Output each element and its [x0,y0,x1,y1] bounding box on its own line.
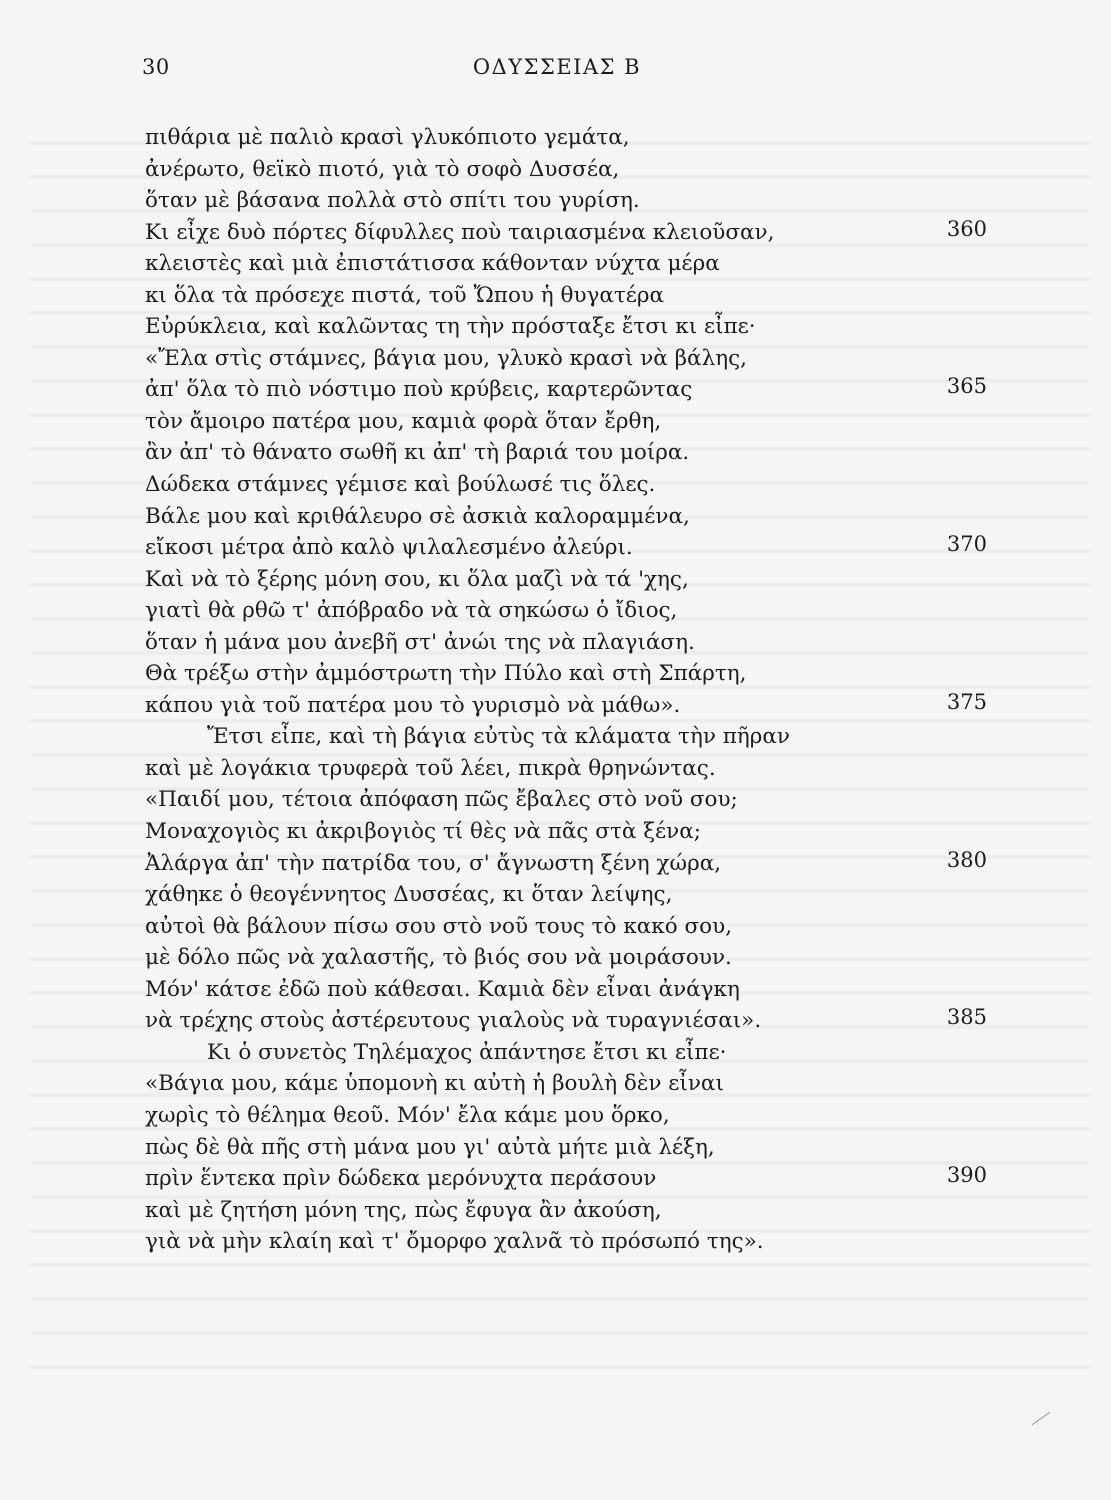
verse-line [145,974,995,1006]
verse-line [145,911,995,943]
verse-line [145,122,995,154]
verse-line [145,311,995,343]
verse-text: Εὐρύκλεια, καὶ καλῶντας τη τὴν πρόσταξε ἔτσι κι εἶπε· [145,314,756,340]
verse-line [145,343,995,375]
verse-text: Δώδεκα στάμνες γέμισε καὶ βούλωσέ τις ὅλες. [145,472,656,498]
line-number: 370 [946,532,987,557]
verse-line [145,154,995,186]
verse-line [145,816,995,848]
verse-line [145,248,995,280]
verse-text: πιθάρια μὲ παλιὸ κρασὶ γλυκόπιοτο γεμάτα, [145,125,630,150]
line-number: 390 [946,1163,987,1188]
verse-text: αὐτοὶ θὰ βάλουν πίσω σου στὸ νοῦ τους τὸ κακό σου, [145,913,733,939]
line-number: 380 [946,847,987,872]
poem-text [145,122,995,1258]
verse-line [145,1068,995,1100]
verse-text: κι ὅλα τὰ πρόσεχε πιστά, τοῦ Ὤπου ἡ θυγατέρα [145,282,665,308]
verse-line [145,532,995,564]
verse-line [145,879,995,911]
verse-text: Κι ὁ συνετὸς Τηλέμαχος ἀπάντησε ἔτσι κι εἶπε· [207,1039,727,1065]
running-title: ΟΔΥΣΣΕΙΑΣ Β [472,55,642,79]
verse-text: ὅταν ἡ μάνα μου ἀνεβῆ στ' ἀνώι της νὰ πλαγιάση. [145,629,695,655]
verse-text: καὶ μὲ ζητήση μόνη της, πὼς ἔφυγα ἂν ἀκούση, [145,1197,662,1223]
verse-text: Κι εἶχε δυὸ πόρτες δίφυλλες ποὺ ταιριασμένα κλειοῦσαν, [145,219,775,245]
verse-line [145,501,995,533]
verse-text: τὸν ἄμοιρο πατέρα μου, καμιὰ φορὰ ὅταν ἔρθη, [145,408,662,434]
verse-text: ἀνέρωτο, θεϊκὸ πιοτό, γιὰ τὸ σοφὸ Δυσσέα, [145,156,620,182]
verse-text: γιατὶ θὰ ρθῶ τ' ἀπόβραδο νὰ τὰ σηκώσω ὁ ἴδιος, [145,598,678,624]
verse-line [145,658,995,690]
verse-text: Θὰ τρέξω στὴν ἀμμόστρωτη τὴν Πύλο καὶ στὴ Σπάρτη, [145,661,747,687]
verse-line [145,1195,995,1227]
verse-line [145,185,995,217]
line-number: 375 [946,689,987,714]
line-number: 385 [946,1005,987,1030]
verse-text: «Παιδί μου, τέτοια ἀπόφαση πῶς ἔβαλες στὸ νοῦ σου; [145,787,738,813]
verse-line [145,753,995,785]
verse-line [145,374,995,406]
verse-line [145,437,995,469]
verse-text: μὲ δόλο πῶς νὰ χαλαστῆς, τὸ βιός σου νὰ μοιράσουν. [145,945,732,971]
verse-text: χωρὶς τὸ θέλημα θεοῦ. Μόν' ἔλα κάμε μου ὅρκο, [145,1102,670,1128]
verse-text: Ἀλάργα ἀπ' τὴν πατρίδα του, σ' ἄγνωστη ξένη χώρα, [145,850,722,876]
verse-text: πὼς δὲ θὰ πῆς στὴ μάνα μου γι' αὐτὰ μήτε μιὰ λέξη, [145,1134,715,1160]
verse-text: Μόν' κάτσε ἐδῶ ποὺ κάθεσαι. Καμιὰ δὲν εἶναι ἀνάγκη [145,976,740,1002]
verse-text: καὶ μὲ λογάκια τρυφερὰ τοῦ λέει, πικρὰ θρηνώντας. [145,755,716,781]
page-header [142,55,972,85]
verse-text: «Βάγια μου, κάμε ὑπομονὴ κι αὐτὴ ἡ βουλὴ δὲν εἶναι [145,1071,724,1097]
verse-line [145,848,995,880]
verse-line [145,1005,995,1037]
verse-text: γιὰ νὰ μὴν κλαίη καὶ τ' ὄμορφο χαλνᾶ τὸ πρόσωπό της». [145,1229,764,1255]
verse-text: ἀπ' ὅλα τὸ πιὸ νόστιμο ποὺ κρύβεις, καρτερῶντας [145,377,693,403]
verse-line [145,942,995,974]
verse-text: Βάλε μου καὶ κριθάλευρο σὲ ἀσκιὰ καλοραμμένα, [145,503,690,529]
verse-text: ὅταν μὲ βάσανα πολλὰ στὸ σπίτι του γυρίση. [145,188,640,214]
verse-line [145,280,995,312]
verse-text: πρὶν ἕντεκα πρὶν δώδεκα μερόνυχτα περάσουν [145,1166,657,1192]
verse-line [145,784,995,816]
verse-line [145,217,995,249]
verse-text: κλειστὲς καὶ μιὰ ἐπιστάτισσα κάθονταν νύχτα μέρα [145,251,720,277]
page-number: 30 [142,55,170,79]
verse-text: ἂν ἀπ' τὸ θάνατο σωθῆ κι ἀπ' τὴ βαριά του μοίρα. [145,440,690,466]
verse-text: κάπου γιὰ τοῦ πατέρα μου τὸ γυρισμὸ νὰ μάθω». [145,692,681,718]
verse-line [145,1226,995,1258]
verse-line [145,406,995,438]
verse-line [145,690,995,722]
verse-line [145,1132,995,1164]
verse-line [145,1163,995,1195]
verse-text: «Ἔλα στὶς στάμνες, βάγια μου, γλυκὸ κρασὶ νὰ βάλης, [145,345,747,371]
verse-line [145,469,995,501]
verse-line [145,1100,995,1132]
verse-text: Καὶ νὰ τὸ ξέρης μόνη σου, κι ὅλα μαζὶ νὰ τά 'χης, [145,566,689,592]
verse-line [145,627,995,659]
verse-text: εἴκοσι μέτρα ἀπὸ καλὸ ψιλαλεσμένο ἀλεύρι. [145,535,633,561]
verse-line [145,721,995,753]
verse-line [145,1037,995,1069]
verse-line [145,595,995,627]
verse-text: Μοναχογιὸς κι ἀκριβογιὸς τί θὲς νὰ πᾶς στὰ ξένα; [145,819,702,845]
pencil-mark [1032,1412,1051,1425]
verse-line [145,564,995,596]
line-number: 360 [946,216,987,241]
line-number: 365 [946,374,987,399]
verse-text: Ἔτσι εἶπε, καὶ τὴ βάγια εὐτὺς τὰ κλάματα τὴν πῆραν [207,724,790,750]
verse-text: νὰ τρέχης στοὺς ἀστέρευτους γιαλοὺς νὰ τυραγνιέσαι». [145,1008,762,1034]
verse-text: χάθηκε ὁ θεογέννητος Δυσσέας, κι ὅταν λείψης, [145,882,673,908]
